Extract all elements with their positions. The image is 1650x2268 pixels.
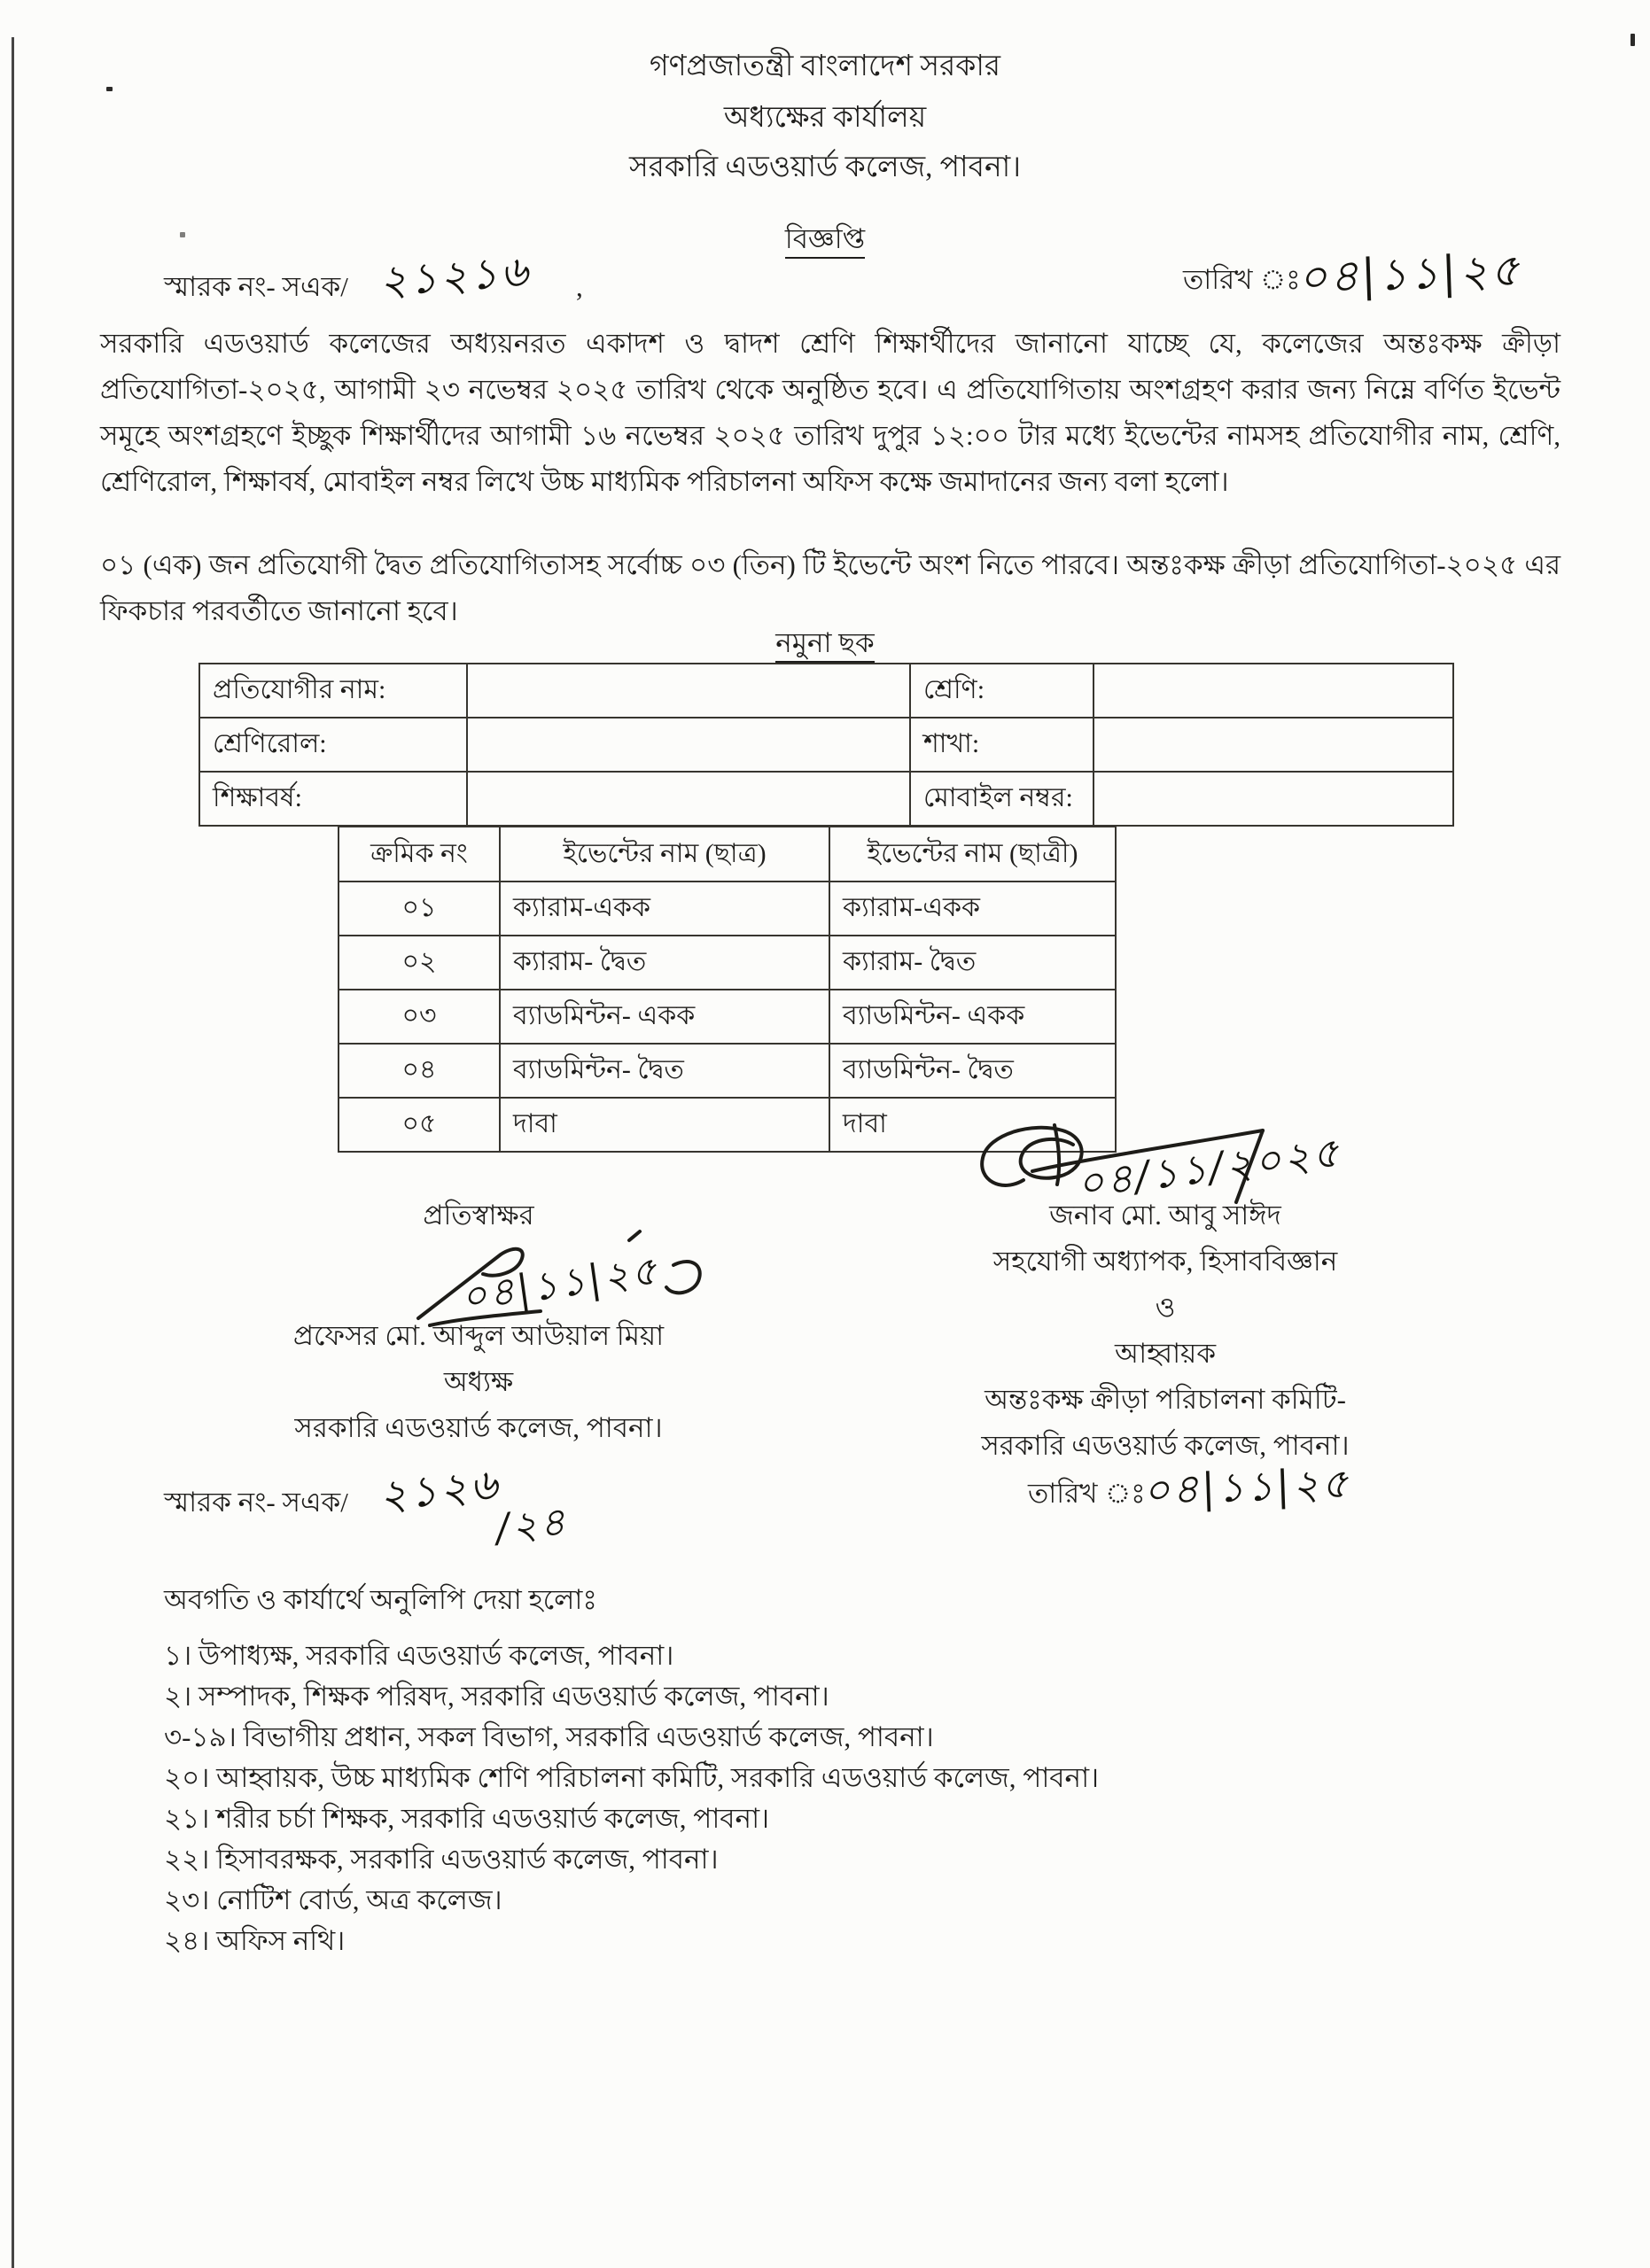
event-serial: ০১ bbox=[339, 882, 500, 936]
body-paragraph-1: সরকারি এডওয়ার্ড কলেজের অধ্যয়নরত একাদশ ও দ্বাদশ শ্রেণি শিক্ষার্থীদের জানানো যাচ্ছে যে, কলেজের অন্তঃকক্ষ ক্রীড়া প্রতিযোগিতা-২০২৫, আগামী ২৩ নভেম্বর ২০২৫ তারিখ থেকে অনুষ্ঠিত হবে। এ প্রতিযোগিতায় অংশগ্রহণ করার জন্য নিম্নে বর্ণিত ইভেন্ট সমূহে অংশগ্রহণে ইচ্ছুক শিক্ষার্থীদের আগামী ১৬ নভেম্বর ২০২৫ তারিখ দুপুর ১২:০০ টার মধ্যে ইভেন্টের নামসহ প্রতিযোগীর নাম, শ্রেণি, শ্রেণিরোল, শিক্ষাবর্ষ, মোবাইল নম্বর লিখে উচ্চ মাধ্যমিক পরিচালনা অফিস কক্ষে জমাদানের জন্য বলা হলো। bbox=[100, 328, 1560, 497]
copies-list bbox=[164, 1635, 1099, 1961]
table-row bbox=[199, 718, 1453, 772]
principal-name: প্রফেসর মো. আব্দুল আউয়াল মিয়া bbox=[292, 1320, 665, 1351]
table-row bbox=[339, 882, 1116, 936]
table-row bbox=[339, 990, 1116, 1044]
sample-field-label: মোবাইল নম্বর: bbox=[910, 772, 1094, 826]
principal-org: সরকারি এডওয়ার্ড কলেজ, পাবনা। bbox=[294, 1412, 663, 1443]
table-row bbox=[199, 664, 1453, 718]
memo2-label: স্মারক নং- সএক/ bbox=[164, 1487, 348, 1518]
sample-field-value bbox=[1094, 664, 1453, 718]
convener-role: আহ্বায়ক bbox=[1114, 1338, 1217, 1369]
principal-signature-block bbox=[239, 1313, 718, 1451]
memo1-number-handwritten: ২১২১৬ bbox=[377, 246, 533, 307]
sample-field-value bbox=[467, 772, 910, 826]
sample-field-label: শাখা: bbox=[910, 718, 1094, 772]
event-boys: ব্যাডমিন্টন- একক bbox=[500, 990, 829, 1044]
list-item: ২। সম্পাদক, শিক্ষক পরিষদ, সরকারি এডওয়ার্ড কলেজ, পাবনা। bbox=[164, 1681, 829, 1712]
body-paragraph-2: ০১ (এক) জন প্রতিযোগী দ্বৈত প্রতিযোগিতাসহ সর্বোচ্চ ০৩ (তিন) টি ইভেন্টে অংশ নিতে পারবে। অন্তঃকক্ষ ক্রীড়া প্রতিযোগিতা-২০২৫ এর ফিকচার পরবর্তীতে জানানো হবে। bbox=[100, 549, 1560, 626]
event-girls: ক্যারাম- দ্বৈত bbox=[829, 936, 1116, 990]
memo1-label: স্মারক নং- সএক/ bbox=[164, 271, 348, 302]
memo1-comma: , bbox=[576, 271, 583, 302]
scan-edge-line bbox=[12, 37, 14, 2268]
sample-field-label: শ্রেণি: bbox=[910, 664, 1094, 718]
convener-name: জনাব মো. আবু সাঈদ bbox=[1049, 1200, 1281, 1231]
list-item: ১। উপাধ্যক্ষ, সরকারি এডওয়ার্ড কলেজ, পাবনা। bbox=[164, 1640, 674, 1671]
event-boys: ক্যারাম-একক bbox=[500, 882, 829, 936]
table-row bbox=[339, 1044, 1116, 1098]
sample-field-value bbox=[1094, 718, 1453, 772]
memo2-number-suffix-handwritten: /২৪ bbox=[494, 1498, 571, 1552]
event-serial: ০২ bbox=[339, 936, 500, 990]
event-girls: দাবা bbox=[829, 1098, 1116, 1152]
countersign-sig-date-handwritten: ০৪|১১|২৫ bbox=[458, 1247, 663, 1321]
countersign-label: প্রতিস্বাক্ষর bbox=[423, 1200, 534, 1231]
date2-label: তারিখ ঃ bbox=[1028, 1478, 1146, 1509]
list-item: ২১। শরীর চর্চা শিক্ষক, সরকারি এডওয়ার্ড কলেজ, পাবনা। bbox=[164, 1803, 770, 1834]
date1-label: তারিখ ঃ bbox=[1183, 264, 1301, 295]
copies-heading: অবগতি ও কার্যার্থে অনুলিপি দেয়া হলোঃ bbox=[164, 1584, 597, 1615]
memo2-number-handwritten: ২১২৬ bbox=[377, 1459, 502, 1522]
letterhead-government: গণপ্রজাতন্ত্রী বাংলাদেশ সরকার bbox=[649, 50, 1001, 82]
convener-title: সহযোগী অধ্যাপক, হিসাববিজ্ঞান bbox=[992, 1246, 1338, 1277]
sample-table-title: নমুনা ছক bbox=[0, 622, 1650, 668]
event-boys: ব্যাডমিন্টন- দ্বৈত bbox=[500, 1044, 829, 1098]
list-item: ২৪। অফিস নথি। bbox=[164, 1925, 346, 1956]
date1-handwritten: ০৪|১১|২৫ bbox=[1296, 244, 1523, 304]
table-header-row bbox=[339, 827, 1116, 882]
sample-field-value bbox=[467, 718, 910, 772]
list-item: ২০। আহ্বায়ক, উচ্চ মাধ্যমিক শেণি পরিচালনা কমিটি, সরকারি এডওয়ার্ড কলেজ, পাবনা। bbox=[164, 1762, 1100, 1793]
sample-field-value bbox=[467, 664, 910, 718]
notice-title-text: বিজ্ঞপ্তি bbox=[785, 223, 865, 259]
list-item: ২২। হিসাবরক্ষক, সরকারি এডওয়ার্ড কলেজ, পাবনা। bbox=[164, 1844, 719, 1875]
convener-committee: অন্তঃকক্ষ ক্রীড়া পরিচালনা কমিটি- bbox=[985, 1384, 1346, 1415]
sample-field-label: শিক্ষাবর্ষ: bbox=[199, 772, 467, 826]
letterhead-college: সরকারি এডওয়ার্ড কলেজ, পাবনা। bbox=[628, 151, 1022, 183]
sample-field-value bbox=[1094, 772, 1453, 826]
events-col-serial: ক্রমিক নং bbox=[339, 827, 500, 882]
events-table bbox=[338, 826, 1117, 1153]
convener-sig-date-handwritten: ০৪/১১/২০২৫ bbox=[1074, 1127, 1344, 1208]
sample-field-label: প্রতিযোগীর নাম: bbox=[199, 664, 467, 718]
convener-signature-block bbox=[966, 1192, 1365, 1469]
event-serial: ০৪ bbox=[339, 1044, 500, 1098]
event-serial: ০৫ bbox=[339, 1098, 500, 1152]
table-row bbox=[339, 936, 1116, 990]
convener-conjunction: ও bbox=[1155, 1292, 1176, 1323]
convener-org: সরকারি এডওয়ার্ড কলেজ, পাবনা। bbox=[981, 1430, 1350, 1461]
events-col-girls: ইভেন্টের নাম (ছাত্রী) bbox=[829, 827, 1116, 882]
letterhead-office: অধ্যক্ষের কার্যালয় bbox=[723, 102, 927, 134]
event-serial: ০৩ bbox=[339, 990, 500, 1044]
sample-field-label: শ্রেণিরোল: bbox=[199, 718, 467, 772]
list-item: ৩-১৯। বিভাগীয় প্রধান, সকল বিভাগ, সরকারি এডওয়ার্ড কলেজ, পাবনা। bbox=[164, 1721, 934, 1752]
event-girls: ক্যারাম-একক bbox=[829, 882, 1116, 936]
event-boys: ক্যারাম- দ্বৈত bbox=[500, 936, 829, 990]
list-item: ২৩। নোটিশ বোর্ড, অত্র কলেজ। bbox=[164, 1884, 502, 1915]
event-boys: দাবা bbox=[500, 1098, 829, 1152]
event-girls: ব্যাডমিন্টন- দ্বৈত bbox=[829, 1044, 1116, 1098]
table-row bbox=[199, 772, 1453, 826]
events-col-boys: ইভেন্টের নাম (ছাত্র) bbox=[500, 827, 829, 882]
principal-title: অধ্যক্ষ bbox=[443, 1366, 514, 1397]
event-girls: ব্যাডমিন্টন- একক bbox=[829, 990, 1116, 1044]
sample-form-table bbox=[198, 663, 1454, 827]
date2-handwritten: ০৪|১১|২৫ bbox=[1141, 1458, 1351, 1515]
